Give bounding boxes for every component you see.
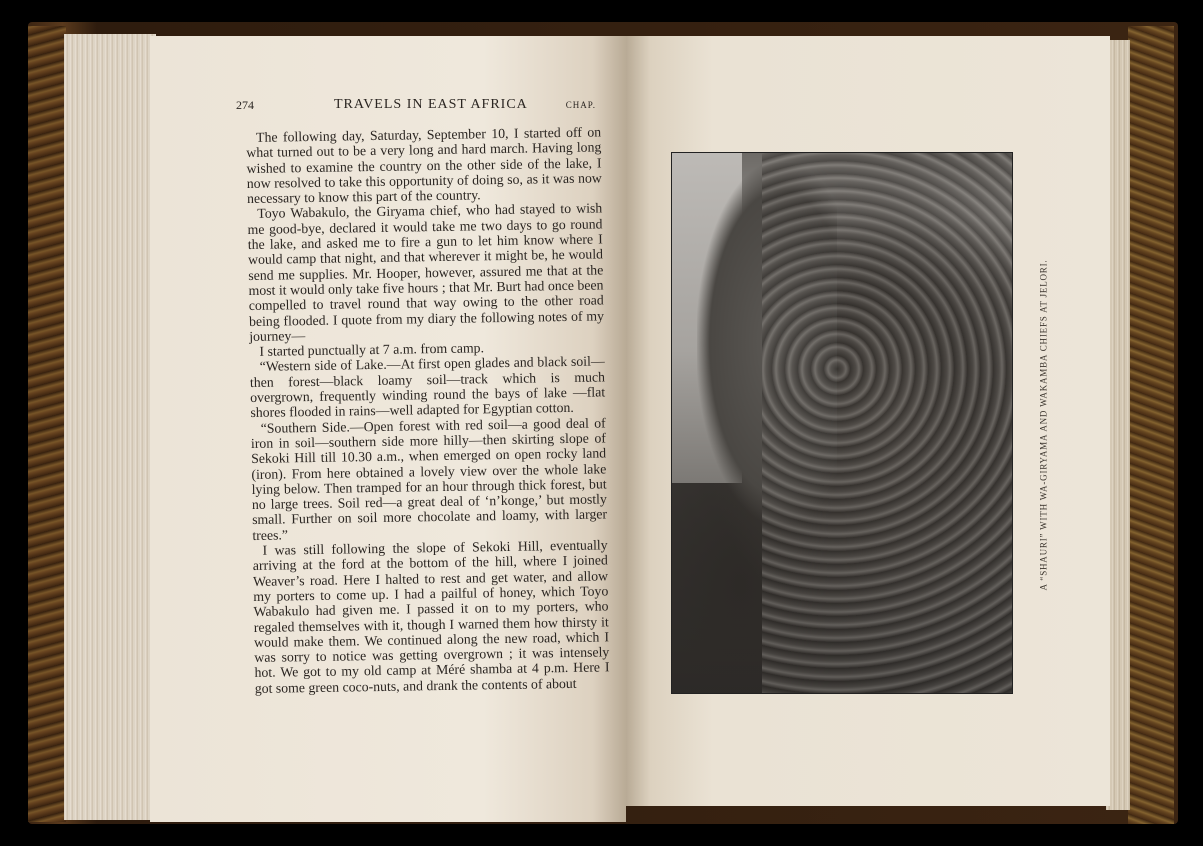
marbled-edge-right [1128, 26, 1174, 824]
marbled-edge-left [28, 26, 66, 822]
plate-photograph [671, 152, 1013, 694]
photo-crowd [762, 153, 1012, 693]
page-edges-left [64, 34, 156, 820]
plate-caption [1036, 260, 1050, 590]
running-head [236, 97, 598, 115]
running-title: TRAVELS IN EAST AFRICA [334, 97, 528, 112]
paragraph: “Southern Side.—Open forest with red soil—a good deal of iron in soil—southern side more hilly—then skirting slope of Sekoki Hill till 10.30 a.m., when emerged on open rocky land (iron). From here obtained a lovely view over the whole lake lying below. Then tramped for an hour through thick forest, but no large trees. Soil red—a great deal of ‘n’konge,’ but mostly small. Further on soil more chocolate and loamy, with larger trees.” [250, 415, 608, 543]
paragraph: I was still following the slope of Sekoki Hill, eventually arriving at the ford at the bottom of the hill, where I joined Weaver’s road. Here I halted to rest and get water, and allow my porters to come up. I had a pailful of honey, which Toyo Wabakulo had given me. I passed it on to my porters, who regaled themselves with it, though I warned them how thirsty it would make them. We continued along the new road, which I was sorry to notice was getting overgrown ; it was intensely hot. We got to my old camp at Méré shamba at 4 p.m. Here I got some green coco-nuts, and drank the contents of about [252, 537, 610, 696]
plate-caption-text: A “SHAURI” WITH WA-GIRYAMA AND WAKAMBA CHIEFS AT JELORI. [1038, 259, 1048, 591]
body-text [246, 124, 610, 695]
chapter-label: CHAP. [565, 100, 596, 110]
paragraph: Toyo Wabakulo, the Giryama chief, who had stayed to wish me good-bye, declared it would take me two days to go round the lake, and asked me to fire a gun to let him know where I would camp that night, and that wherever it might be, he would send me supplies. Mr. Hooper, however, assured me that at the most it would only take five hours ; that Mr. Burt had once been compelled to travel round that way owing to the other road being flooded. I quote from my diary the following notes of my journey— [247, 200, 605, 344]
page-number: 274 [236, 98, 254, 112]
paragraph: I started punctually at 7 a.m. from camp. [259, 340, 485, 359]
paragraph: The following day, Saturday, September 10, I started off on what turned out to be a very long and hard march. Having long wished to examine the country on the other side of the lake, I now resolved to take this opportunity of doing so, as it was now necessary to know this part of the country. [246, 124, 602, 207]
paragraph: “Western side of Lake.—At first open glades and black soil—then forest—black loamy soil—track which is much overgrown, frequently winding round the bays of lake —flat shores flooded in rains—well adapted for Egyptian cotton. [249, 353, 606, 421]
